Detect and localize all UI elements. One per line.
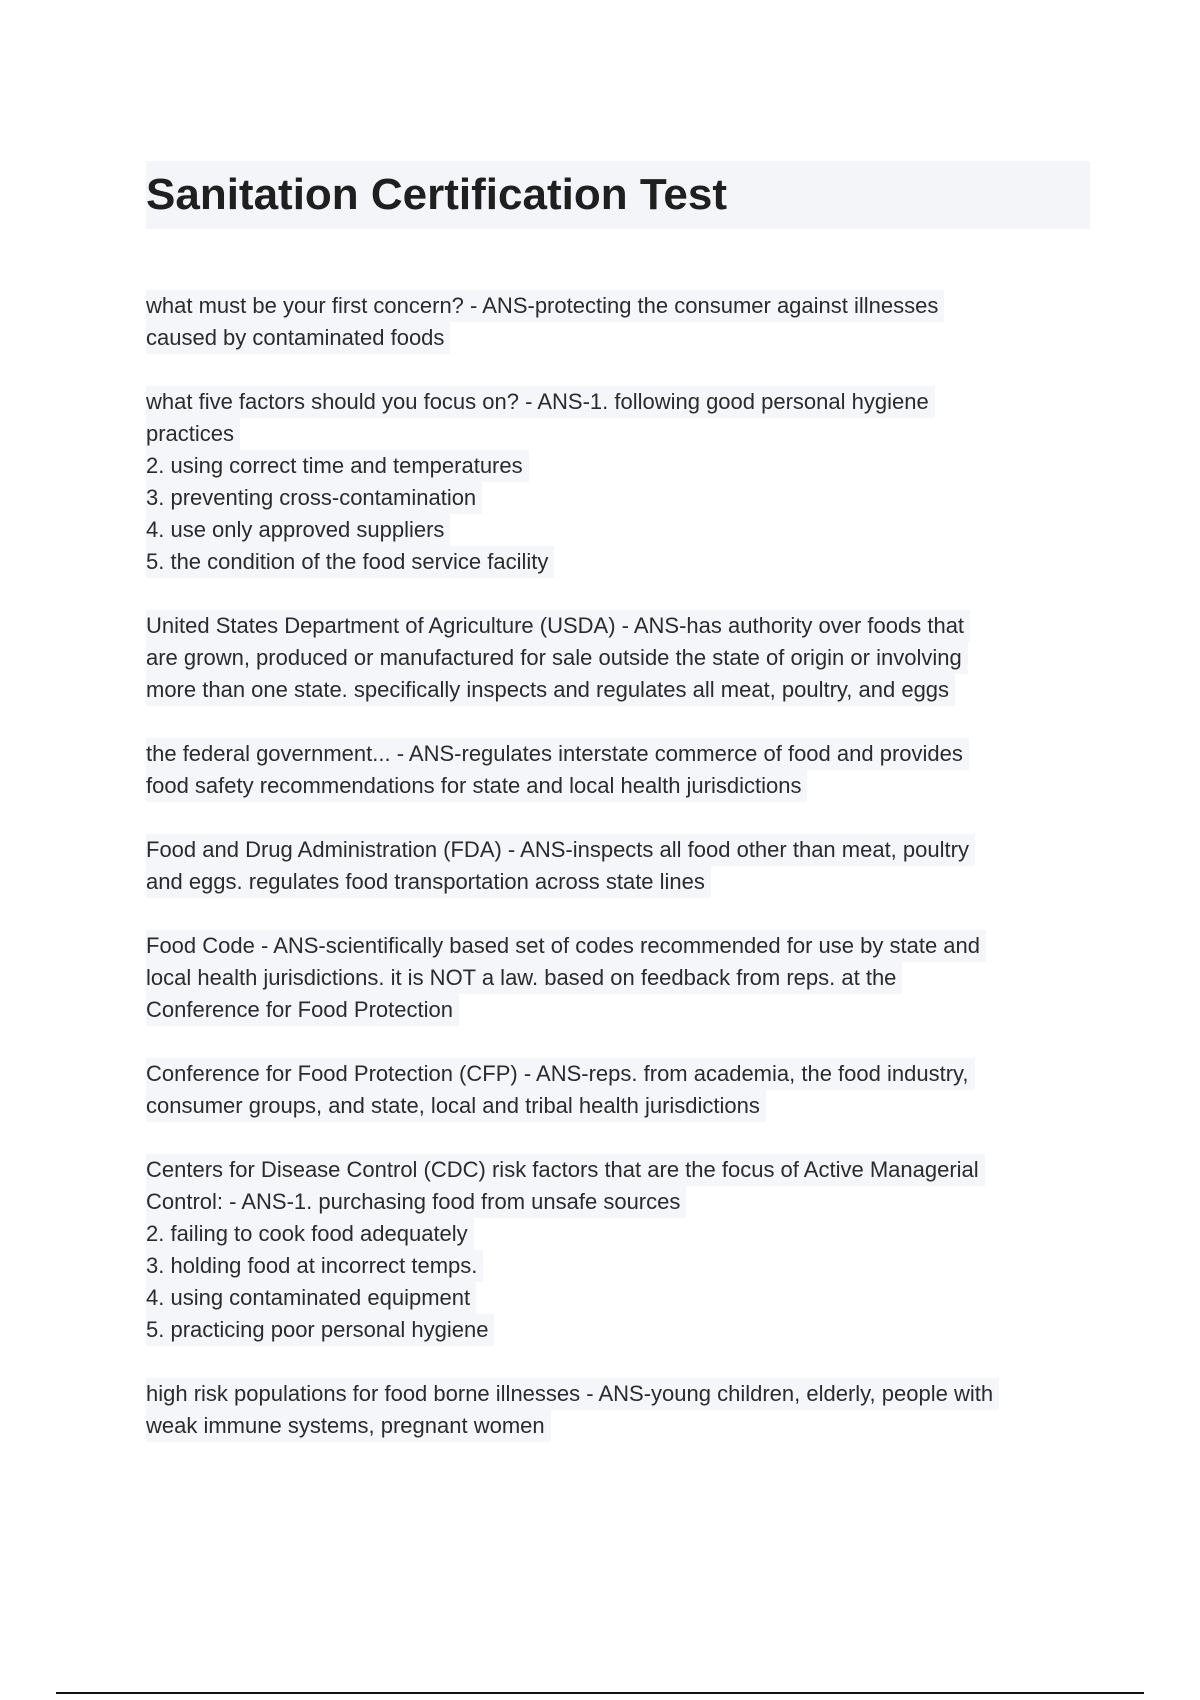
- qa-entry-line: local health jurisdictions. it is NOT a law. based on feedback from reps. at the: [146, 962, 902, 994]
- qa-entry-line: high risk populations for food borne illnesses - ANS-young children, elderly, people with: [146, 1378, 999, 1410]
- footer-divider: [56, 1692, 1144, 1694]
- qa-entry-line: food safety recommendations for state and local health jurisdictions: [146, 770, 807, 802]
- qa-entry: [146, 1058, 1090, 1122]
- qa-entry-line: Conference for Food Protection: [146, 994, 459, 1026]
- qa-entry-line: Food Code - ANS-scientifically based set of codes recommended for use by state and: [146, 930, 986, 962]
- qa-entry-line: United States Department of Agriculture (USDA) - ANS-has authority over foods that: [146, 610, 970, 642]
- qa-entry-line: Control: - ANS-1. purchasing food from unsafe sources: [146, 1186, 686, 1218]
- qa-entry: [146, 1378, 1090, 1442]
- qa-entry-line: weak immune systems, pregnant women: [146, 1410, 551, 1442]
- qa-entry-line: and eggs. regulates food transportation across state lines: [146, 866, 711, 898]
- qa-entry-line: Centers for Disease Control (CDC) risk factors that are the focus of Active Managerial: [146, 1154, 985, 1186]
- qa-entry-line: caused by contaminated foods: [146, 322, 450, 354]
- qa-entries: [146, 290, 1090, 1474]
- qa-entry-line: 5. the condition of the food service facility: [146, 546, 554, 578]
- page-title: Sanitation Certification Test: [146, 170, 728, 219]
- qa-entry: [146, 610, 1090, 706]
- qa-entry-line: more than one state. specifically inspects and regulates all meat, poultry, and eggs: [146, 674, 955, 706]
- qa-entry: [146, 386, 1090, 578]
- qa-entry: [146, 834, 1090, 898]
- qa-entry: [146, 738, 1090, 802]
- title-block: [146, 161, 1090, 229]
- qa-entry: [146, 290, 1090, 354]
- qa-entry-line: 2. failing to cook food adequately: [146, 1218, 474, 1250]
- qa-entry: [146, 930, 1090, 1026]
- qa-entry-line: what must be your first concern? - ANS-protecting the consumer against illnesses: [146, 290, 944, 322]
- qa-entry-line: 3. holding food at incorrect temps.: [146, 1250, 483, 1282]
- qa-entry-line: Food and Drug Administration (FDA) - ANS-inspects all food other than meat, poultry: [146, 834, 975, 866]
- qa-entry: [146, 1154, 1090, 1346]
- qa-entry-line: 3. preventing cross-contamination: [146, 482, 482, 514]
- qa-entry-line: 4. using contaminated equipment: [146, 1282, 476, 1314]
- qa-entry-line: Conference for Food Protection (CFP) - ANS-reps. from academia, the food industry,: [146, 1058, 975, 1090]
- qa-entry-line: consumer groups, and state, local and tribal health jurisdictions: [146, 1090, 766, 1122]
- qa-entry-line: 4. use only approved suppliers: [146, 514, 450, 546]
- qa-entry-line: 5. practicing poor personal hygiene: [146, 1314, 494, 1346]
- qa-entry-line: are grown, produced or manufactured for sale outside the state of origin or involving: [146, 642, 968, 674]
- qa-entry-line: 2. using correct time and temperatures: [146, 450, 529, 482]
- qa-entry-line: the federal government... - ANS-regulates interstate commerce of food and provides: [146, 738, 969, 770]
- qa-entry-line: practices: [146, 418, 240, 450]
- qa-entry-line: what five factors should you focus on? - ANS-1. following good personal hygiene: [146, 386, 935, 418]
